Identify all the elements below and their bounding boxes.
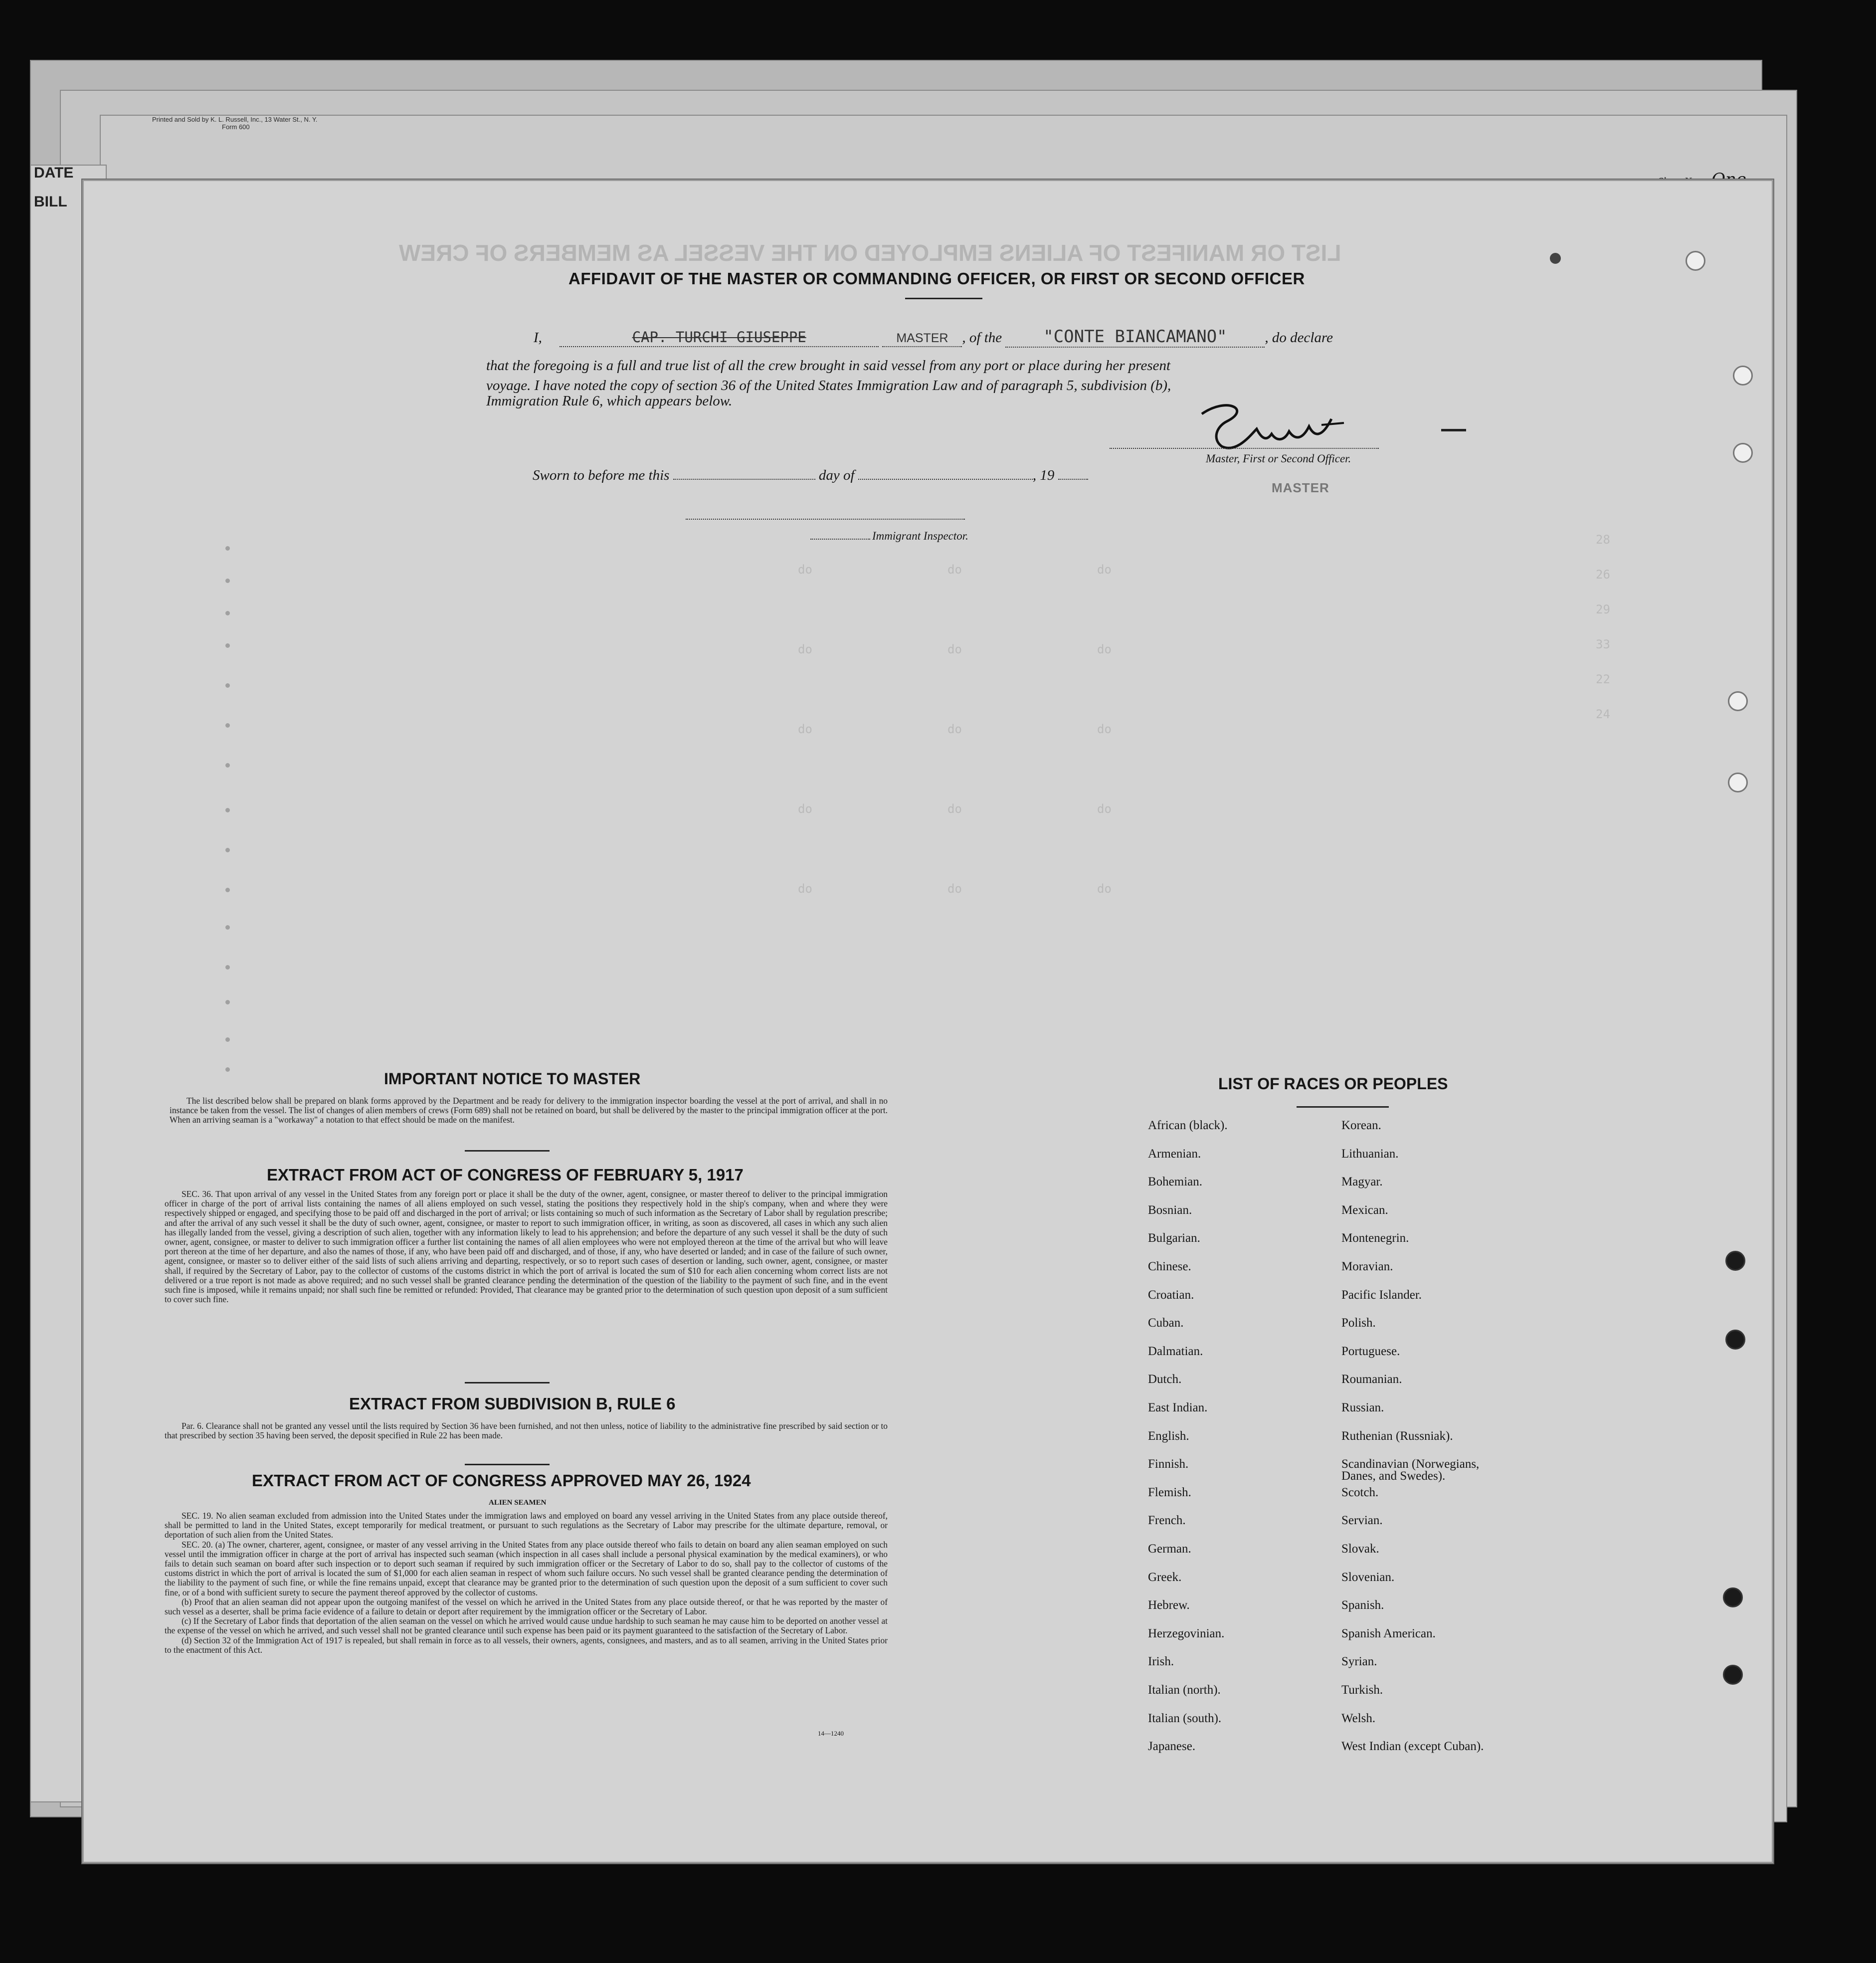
- race-item: Armenian.: [1148, 1147, 1201, 1161]
- race-item: Spanish.: [1341, 1598, 1384, 1612]
- ink-blot: [1550, 253, 1561, 264]
- race-item: Flemish.: [1148, 1485, 1191, 1499]
- race-item: Italian (south).: [1148, 1711, 1222, 1725]
- race-item: Pacific Islander.: [1341, 1288, 1422, 1302]
- punch-hole: [1725, 1251, 1745, 1271]
- edge-fragment-bill: BILL: [34, 194, 67, 210]
- race-item: Russian.: [1341, 1401, 1384, 1414]
- race-item: Hebrew.: [1148, 1598, 1190, 1612]
- row-dot: [225, 1000, 230, 1004]
- race-item: Polish.: [1341, 1316, 1376, 1330]
- printer-credit: Printed and Sold by K. L. Russell, Inc., 13 Water St., N. Y. Form 600: [152, 116, 318, 131]
- race-item: French.: [1148, 1514, 1186, 1528]
- punch-hole: [1686, 251, 1705, 271]
- race-item: Moravian.: [1341, 1260, 1393, 1273]
- inspector-line: [686, 519, 965, 520]
- race-item: German.: [1148, 1542, 1191, 1556]
- race-item: Spanish American.: [1341, 1626, 1436, 1640]
- row-dot: [225, 808, 230, 812]
- svg-text:do: do: [1097, 563, 1112, 577]
- race-item: Syrian.: [1341, 1655, 1377, 1669]
- svg-text:do: do: [798, 563, 812, 577]
- master-stamp: MASTER: [1272, 480, 1329, 495]
- race-item: Italian (north).: [1148, 1683, 1221, 1697]
- race-item: Danes, and Swedes).: [1341, 1469, 1446, 1483]
- race-item: Lithuanian.: [1341, 1147, 1399, 1161]
- subdivision-b-title: EXTRACT FROM SUBDIVISION B, RULE 6: [349, 1394, 676, 1413]
- svg-text:do: do: [798, 642, 812, 656]
- notice-rule: [465, 1150, 550, 1152]
- race-item: Japanese.: [1148, 1740, 1196, 1754]
- race-item: Mexican.: [1341, 1203, 1388, 1217]
- edge-fragment-date: DATE: [34, 165, 74, 181]
- race-item: Bulgarian.: [1148, 1231, 1200, 1245]
- affidavit-line-3: voyage. I have noted the copy of section 36 of the United States Immigration Law and of paragraph 5, subdivision (b),: [486, 378, 1171, 393]
- svg-text:33: 33: [1596, 637, 1610, 651]
- race-item: Slovak.: [1341, 1542, 1379, 1556]
- svg-text:do: do: [798, 802, 812, 816]
- row-dot: [225, 925, 230, 930]
- svg-text:22: 22: [1596, 672, 1610, 686]
- row-dot: [225, 888, 230, 892]
- row-dot: [225, 611, 230, 615]
- svg-text:do: do: [1097, 882, 1112, 896]
- subdivision-b-body: Par. 6. Clearance shall not be granted any vessel until the lists required by Section 36 have been furnished, and not then unless, notice of liability to the administrative fine prescribed by said section or to that prescribed by section 35 having been served, the deposit specified in Rule 22 has been made.: [165, 1421, 888, 1441]
- race-item: Dalmatian.: [1148, 1344, 1203, 1358]
- form-number: 14—1240: [818, 1730, 844, 1737]
- race-item: Herzegovinian.: [1148, 1626, 1225, 1640]
- alien-seamen-subtitle: ALIEN SEAMEN: [489, 1499, 547, 1507]
- race-item: Roumanian.: [1341, 1373, 1402, 1386]
- svg-text:do: do: [947, 802, 962, 816]
- rank-stamp: MASTER: [896, 331, 948, 345]
- svg-text:do: do: [798, 722, 812, 736]
- extract-1917-title: EXTRACT FROM ACT OF CONGRESS OF FEBRUARY 5, 1917: [267, 1166, 744, 1184]
- race-item: Turkish.: [1341, 1683, 1383, 1697]
- race-item: Irish.: [1148, 1655, 1174, 1669]
- notice-title: IMPORTANT NOTICE TO MASTER: [384, 1070, 641, 1088]
- svg-text:26: 26: [1596, 568, 1610, 582]
- svg-text:do: do: [1097, 642, 1112, 656]
- row-dot: [225, 1067, 230, 1072]
- race-item: Chinese.: [1148, 1260, 1191, 1273]
- affidavit-line-4: Immigration Rule 6, which appears below.: [486, 393, 733, 409]
- svg-text:do: do: [798, 882, 812, 896]
- affidavit-title: AFFIDAVIT OF THE MASTER OR COMMANDING OFFICER, OR FIRST OR SECOND OFFICER: [568, 269, 1305, 288]
- punch-hole: [1723, 1587, 1743, 1607]
- extract-1924-body: SEC. 19. No alien seaman excluded from admission into the United States under the immigration laws and employed on board any vessel arriving in the United States from any place outside thereof, shall be permitted to land in the United States, except temporarily for medical treatment, or pursuant to such regulations as the Secretary of Labor may prescribe for the ultimate departure, removal, or deportation of such alien from the United States. SEC. 20. (a) The owner, charterer, agent, consignee, or master of any vessel arriving in the United States from any place outside thereof who fails to detain on board any alien seaman employed on such vessel until the immigration officer in charge at the port of arrival has inspected such seaman (which inspection in all cases shall include a personal physical examination by the medical examiners), or who fails to detain such seaman on board after such inspection or to deport such seaman if required by such immigration officer or the Secretary of Labor to do so, shall pay to the collector of customs of the customs district in which the port of arrival is located the sum of $1,000 for each alien seaman in respect of whom such failure occurs. No such vessel shall be granted clearance pending the determination of the liability to the payment of such fine, or while the fine remains unpaid, except that clearance may be granted prior to the determination of such question upon the deposit of a sum sufficient to cover such fine, or of a bond with sufficient surety to secure the payment thereof approved by the collector of customs. (b) Proof that an alien seaman did not appear upon the outgoing manifest of the vessel on which he arrived in the United States from any place outside thereof, or that he was reported by the master of such vessel as a deserter, shall be prima facie evidence of a failure to detain or deport after requirement by the immigration officer or the Secretary of Labor. (c) If the Secretary of Labor finds that deportation of the alien seaman on the vessel on which he arrived would cause undue hardship to such seaman he may cause him to be deported on another vessel at the expense of the vessel on which he arrived, and such vessel shall not be granted clearance until such expense has been paid or its payment guaranteed to the satisfaction of the Secretary of Labor. (d) Section 32 of the Immigration Act of 1917 is repealed, but shall remain in force as to all vessels, their owners, agents, consignees, and masters, and as to all seamen, arriving in the United States prior to the enactment of this Act.: [165, 1511, 888, 1655]
- inspector-caption-wrap: [810, 530, 968, 543]
- punch-hole: [1728, 691, 1748, 711]
- notice-body: The list described below shall be prepared on blank forms approved by the Department and be ready for delivery to the immigration inspector boarding the vessel at the port of arrival, and shall in no instance be taken from the vessel. The list of changes of alien members of crews (Form 689) shall not be retained on board, but shall be delivered by the master to the principal immigration officer at the port. When an arriving seaman is a "workaway" a notation to that effect should be made on the manifest.: [170, 1096, 888, 1125]
- races-title: LIST OF RACES OR PEOPLES: [1218, 1075, 1448, 1093]
- race-item: African (black).: [1148, 1119, 1228, 1132]
- signature-caption: Master, First or Second Officer.: [1206, 452, 1351, 465]
- svg-text:do: do: [947, 882, 962, 896]
- row-dot: [225, 1037, 230, 1042]
- race-item: Ruthenian (Russniak).: [1341, 1429, 1453, 1443]
- svg-text:do: do: [947, 563, 962, 577]
- punch-hole: [1725, 1330, 1745, 1350]
- race-item: Dutch.: [1148, 1373, 1182, 1386]
- race-item: English.: [1148, 1429, 1189, 1443]
- svg-text:do: do: [1097, 802, 1112, 816]
- inspector-caption: Immigrant Inspector.: [872, 530, 968, 542]
- extract-1924-title: EXTRACT FROM ACT OF CONGRESS APPROVED MAY 26, 1924: [252, 1471, 751, 1490]
- extract-1917-body: SEC. 36. That upon arrival of any vessel in the United States from any foreign port or place it shall be the duty of the owner, agent, consignee, or master thereof to deliver to the principal immigration officer in charge of the port of arrival lists containing the names of all aliens employed on such vessel, stating the positions they respectively hold in the ship's company, when and where they were respectively shipped or engaged, and specifying those to be paid off and discharged in the port of arrival; or lists containing so much of such information as the Secretary of Labor shall by regulation prescribe; and after the arrival of any such vessel it shall be the duty of such owner, agent, consignee, or master to report to such immigration officer, in writing, as soon as discovered, all cases in which any such alien has illegally landed from the vessel, giving a description of such alien, together with any information likely to lead to his apprehension; and before the departure of any such vessel it shall be the duty of such owner, agent, consignee, or master to deliver to such immigration officer a further list containing the names of all alien employees who were not employed thereon at the time of the arrival but who will leave port thereon at the time of her departure, and also the names of those, if any, who have been paid off and discharged, and of those, if any, who have deserted or landed; and in case of the failure of such owner, agent, consignee, or master so to deliver either of the said lists of such aliens arriving and departing, respectively, or so to report such cases of desertion or landing, such owner, agent, consignee, or master shall, if required by the Secretary of Labor, pay to the collector of customs of the customs district in which the port of arrival is located the sum of $10 for each alien concerning whom correct lists are not delivered or a true report is not made as above required; and no such vessel shall be granted clearance pending the determination of the question of the liability to the payment of such fine, and in the event such fine is imposed, while it remains unpaid; nor shall such fine be remitted or refunded: Provided, That clearance may be granted prior to the determination of such question upon deposit of a sum sufficient to cover such fine.: [165, 1189, 888, 1305]
- race-item: Croatian.: [1148, 1288, 1194, 1302]
- svg-text:28: 28: [1596, 533, 1610, 547]
- officer-name: CAP. TURCHI GIUSEPPE: [632, 329, 806, 346]
- race-item: Korean.: [1341, 1119, 1381, 1132]
- row-dot: [225, 643, 230, 648]
- row-dot: [225, 723, 230, 728]
- race-item: Scotch.: [1341, 1485, 1379, 1499]
- vessel-name: "CONTE BIANCAMANO": [1043, 327, 1227, 347]
- race-item: Finnish.: [1148, 1457, 1189, 1471]
- race-item: Magyar.: [1341, 1175, 1383, 1189]
- affidavit-line-1: I, CAP. TURCHI GIUSEPPE MASTER , of the "CONTE BIANCAMANO" , do declare: [534, 327, 1333, 347]
- row-dot: [225, 546, 230, 551]
- dash-mark: [1441, 429, 1466, 431]
- race-item: Slovenian.: [1341, 1570, 1395, 1584]
- signature-line: [1110, 448, 1379, 449]
- race-item: West Indian (except Cuban).: [1341, 1740, 1484, 1754]
- race-item: Portuguese.: [1341, 1344, 1400, 1358]
- bleed-through-title: LIST OR MANIFEST OF ALIENS EMPLOYED ON THE VESSEL AS MEMBERS OF CREW: [399, 240, 1341, 266]
- row-dot: [225, 763, 230, 768]
- punch-hole: [1733, 443, 1753, 463]
- punch-hole: [1733, 366, 1753, 386]
- race-item: Cuban.: [1148, 1316, 1184, 1330]
- race-item: Scandinavian (Norwegians,: [1341, 1457, 1480, 1471]
- race-item: Servian.: [1341, 1514, 1383, 1528]
- svg-text:29: 29: [1596, 602, 1610, 616]
- race-item: East Indian.: [1148, 1401, 1208, 1414]
- extract-1917-rule: [465, 1382, 550, 1383]
- title-rule: [905, 298, 982, 299]
- race-item: Bosnian.: [1148, 1203, 1192, 1217]
- races-rule: [1297, 1106, 1389, 1108]
- row-dot: [225, 848, 230, 852]
- row-dot: [225, 965, 230, 970]
- svg-text:do: do: [947, 722, 962, 736]
- svg-text:do: do: [947, 642, 962, 656]
- punch-hole: [1723, 1665, 1743, 1685]
- race-item: Greek.: [1148, 1570, 1182, 1584]
- master-signature: [1197, 399, 1346, 459]
- affidavit-line-2: that the foregoing is a full and true list of all the crew brought in said vessel from any port or place during her present: [486, 358, 1171, 374]
- row-dot: [225, 683, 230, 688]
- subdivision-b-rule: [465, 1464, 550, 1465]
- row-dot: [225, 579, 230, 583]
- sworn-line: Sworn to before me this day of , 19: [533, 467, 1088, 484]
- race-item: Welsh.: [1341, 1711, 1376, 1725]
- svg-text:24: 24: [1596, 707, 1610, 721]
- race-item: Montenegrin.: [1341, 1231, 1409, 1245]
- race-item: Bohemian.: [1148, 1175, 1203, 1189]
- punch-hole: [1728, 773, 1748, 792]
- svg-text:do: do: [1097, 722, 1112, 736]
